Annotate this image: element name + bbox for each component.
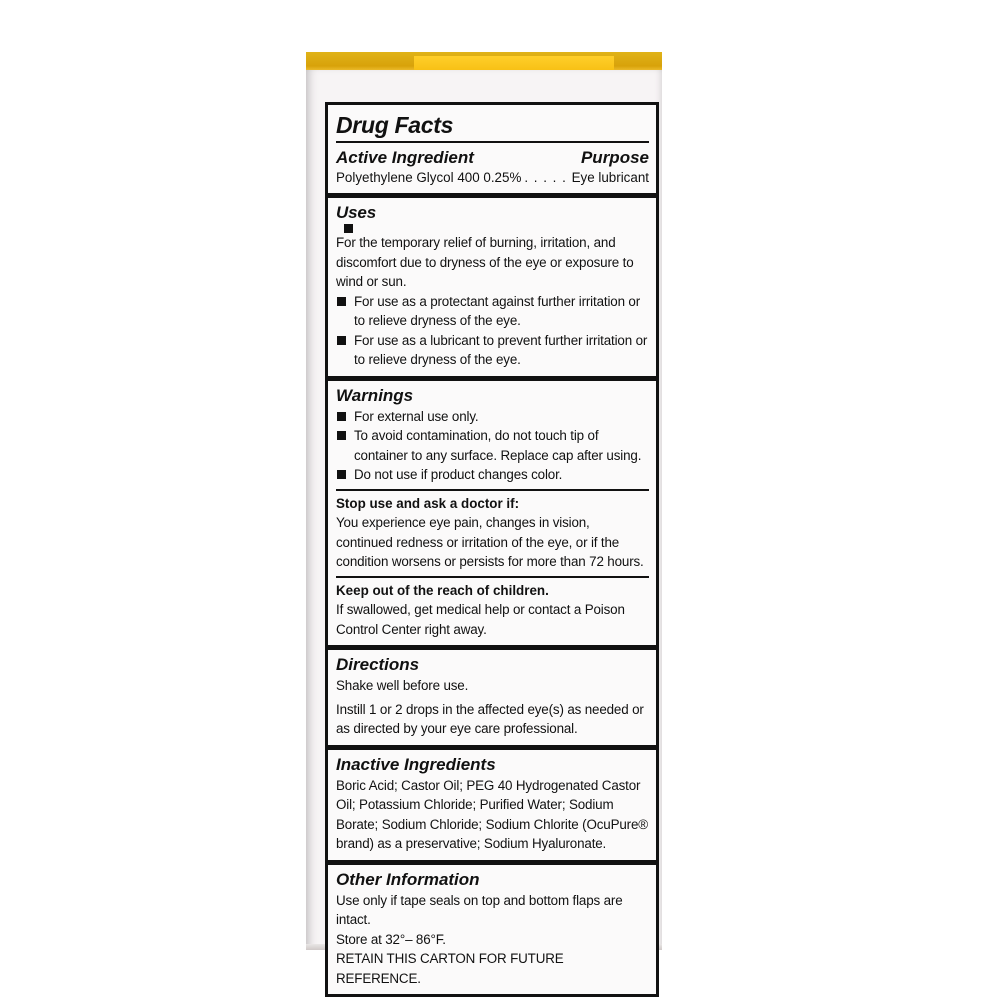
inactive-ingredients-heading: Inactive Ingredients (336, 754, 496, 774)
directions-line: Instill 1 or 2 drops in the affected eye(s) as needed or as directed by your eye care professional. (336, 701, 644, 736)
other-information-line: RETAIN THIS CARTON FOR FUTURE REFERENCE. (336, 951, 564, 986)
bullet-square-icon (337, 297, 346, 306)
drug-facts-title: Drug Facts (336, 111, 649, 143)
bullet-square-icon (344, 224, 353, 233)
divider (336, 576, 649, 578)
directions-heading: Directions (336, 655, 420, 674)
other-information-heading: Other Information (336, 869, 480, 889)
warnings-item-text: To avoid contamination, do not touch tip of container to any surface. Replace cap after using. (354, 428, 642, 463)
drug-facts-panel (325, 102, 659, 997)
keep-out-text: If swallowed, get medical help or contact a Poison Control Center right away. (336, 602, 625, 637)
warnings-heading: Warnings (336, 385, 414, 405)
uses-section (328, 193, 656, 376)
active-ingredient-section (328, 105, 656, 193)
uses-item-text: For use as a lubricant to prevent further irritation or to relieve dryness of the eye. (354, 332, 648, 367)
warnings-item (336, 426, 649, 465)
warnings-item (336, 465, 649, 485)
stop-use-heading: Stop use and ask a doctor if: (336, 495, 520, 511)
other-information-line: Use only if tape seals on top and bottom flaps are intact. (336, 892, 623, 927)
warnings-section (328, 376, 656, 646)
keep-out-heading: Keep out of the reach of children. (336, 582, 549, 598)
purpose-heading: Purpose (580, 148, 649, 167)
inactive-ingredients-text: Boric Acid; Castor Oil; PEG 40 Hydrogenated Castor Oil; Potassium Chloride; Purified Water; Sodium Borate; Sodium Chloride; Sodium Chlorite (OcuPure® brand) as a preservative; Sodium Hyaluronate. (336, 777, 648, 851)
ingredient-purpose: Eye lubricant (571, 170, 649, 185)
leader-dots (524, 169, 568, 187)
warnings-item-text: Do not use if product changes color. (354, 467, 563, 482)
bullet-square-icon (337, 336, 346, 345)
active-ingredient-header (336, 147, 649, 169)
bullet-square-icon (337, 431, 346, 440)
active-ingredient-row (336, 169, 649, 187)
uses-item-text: For use as a protectant against further irritation or to relieve dryness of the eye. (354, 293, 641, 328)
uses-heading: Uses (336, 203, 377, 222)
carton-top-flap (306, 52, 662, 72)
warnings-item-text: For external use only. (354, 408, 479, 424)
uses-lead-text: For the temporary relief of burning, (336, 235, 537, 250)
warnings-item (336, 407, 649, 427)
bullet-square-icon (337, 412, 346, 421)
active-ingredient-heading: Active Ingredient (336, 148, 474, 167)
directions-section (328, 645, 656, 745)
ingredient-name: Polyethylene Glycol 400 0.25% (336, 170, 522, 185)
bullet-square-icon (337, 470, 346, 479)
uses-item (336, 292, 649, 331)
uses-item (336, 331, 649, 370)
other-information-section (328, 860, 656, 995)
uses-lead (336, 202, 649, 292)
stop-use-text: You experience eye pain, changes in vision, continued redness or irritation of the eye, or if the condition worsens or persists for more than 72 hours. (336, 515, 644, 569)
other-information-line: Store at 32°– 86°F. (336, 931, 446, 947)
divider (336, 489, 649, 491)
uses-lead-cont: irritation, and discomfort due to dryness of the eye or exposure to wind or sun. (336, 235, 634, 289)
inactive-ingredients-section (328, 745, 656, 860)
directions-line: Shake well before use. (336, 678, 469, 693)
